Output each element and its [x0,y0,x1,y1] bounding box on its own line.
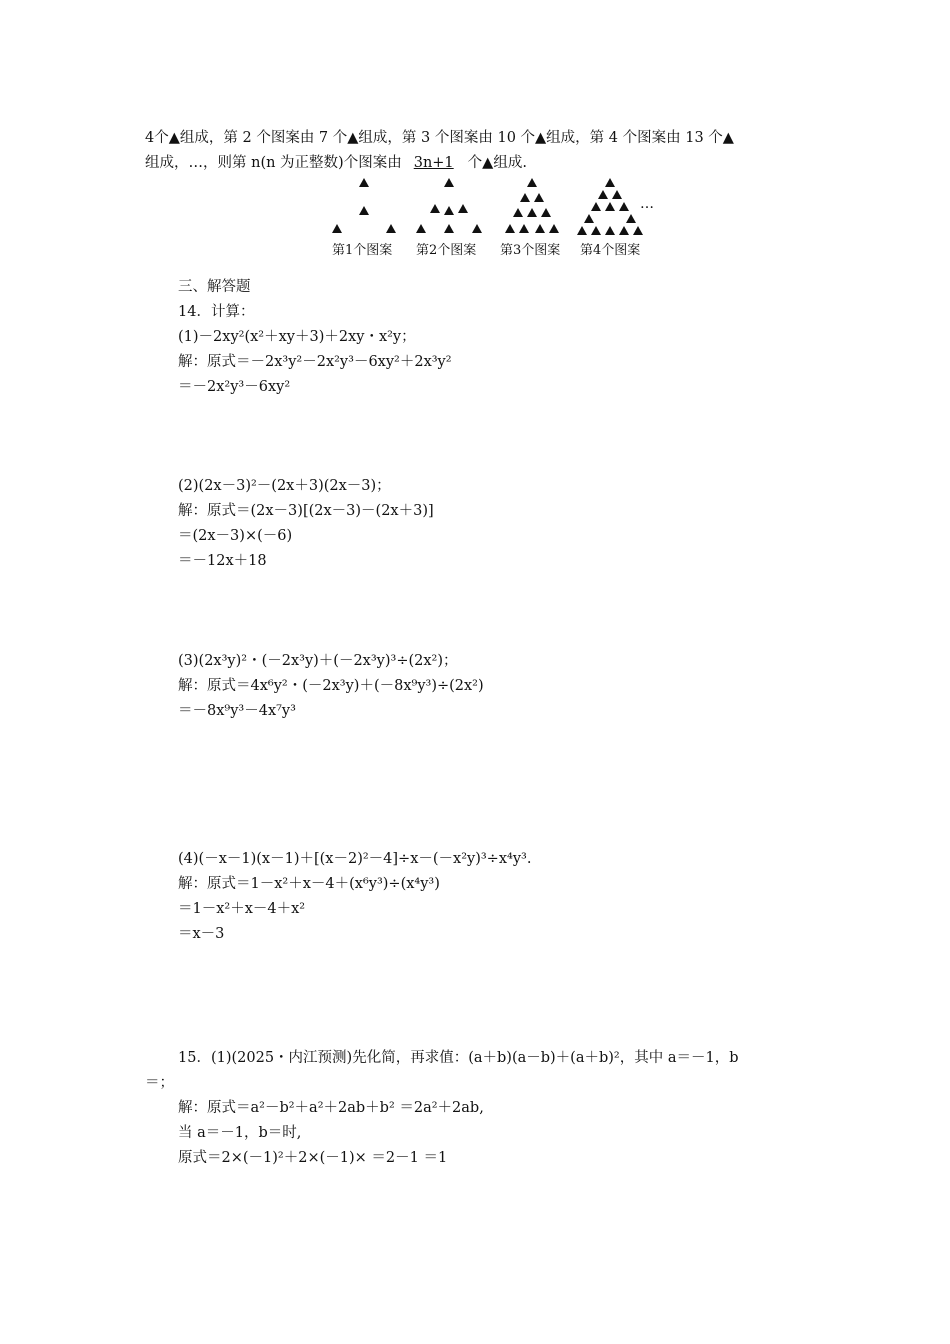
q14-1-solution-2: ＝－2x²y³－6xy² [178,379,291,395]
figure-caption-1: 第1个图案 [332,243,393,258]
triangle-icon [549,224,559,233]
triangle-icon [534,193,544,202]
q14-1-solution-1: 解：原式＝－2x³y²－2x²y³－6xy²＋2x³y² [178,354,452,370]
q14-4-problem: (4)(－x－1)(x－1)＋[(x－2)²－4]÷x－(－x²y)³÷x⁴y³. [178,851,532,867]
q14-3-problem: (3)(2x³y)²・(－2x³y)＋(－2x³y)³÷(2x²)； [178,653,458,669]
triangle-icon [541,208,551,217]
q14-2-solution-2: ＝(2x－3)×(－6) [178,528,293,544]
q15-solution-1: 解：原式＝a²－b²＋a²＋2ab＋b² ＝2a²＋2ab, [178,1100,484,1116]
triangle-icon [359,178,369,187]
q14-4-solution-2: ＝1－x²＋x－4＋x² [178,901,306,917]
triangle-icon [444,178,454,187]
figure-ellipsis: … [640,196,654,212]
triangle-icon [619,226,629,235]
triangle-icon [626,214,636,223]
q14-2-solution-3: ＝－12x＋18 [178,553,267,569]
triangle-icon [612,190,622,199]
figure-caption-3: 第3个图案 [500,243,561,258]
intro-line-2-prefix: 组成，…，则第 n(n 为正整数)个图案由 [145,155,402,171]
triangle-icon [332,224,342,233]
triangle-icon [386,224,396,233]
triangle-icon [458,204,468,213]
triangle-icon [591,202,601,211]
q15-line-2: ＝； [145,1075,174,1091]
q14-2-problem: (2)(2x－3)²－(2x＋3)(2x－3)； [178,478,391,494]
q15-line-1: 15．(1)(2025・内江预测)先化简，再求值：(a＋b)(a－b)＋(a＋b)²，其中 a＝－1，b [178,1050,739,1066]
q15-solution-2: 当 a＝－1，b＝时, [178,1125,302,1141]
question-14-title: 14．计算： [178,304,255,320]
triangle-icon [619,202,629,211]
intro-line-1: 4个▲组成，第 2 个图案由 7 个▲组成，第 3 个图案由 10 个▲组成，第 4 个图案由 13 个▲ [145,130,734,146]
triangle-icon [513,208,523,217]
triangle-icon [605,226,615,235]
answer-blank: 3n+1 [413,155,454,171]
triangle-icon [584,214,594,223]
triangle-icon [416,224,426,233]
triangle-icon [577,226,587,235]
q15-solution-3: 原式＝2×(－1)²＋2×(－1)× ＝2－1 ＝1 [178,1150,448,1166]
q14-3-solution-1: 解：原式＝4x⁶y²・(－2x³y)＋(－8x⁹y³)÷(2x²) [178,678,484,694]
triangle-icon [598,190,608,199]
figure-caption-2: 第2个图案 [416,243,477,258]
triangle-icon [519,224,529,233]
triangle-icon [359,206,369,215]
intro-line-2-suffix: 个▲组成. [467,155,527,171]
triangle-icon [605,202,615,211]
triangle-icon [527,208,537,217]
q14-1-problem: (1)－2xy²(x²＋xy＋3)＋2xy・x²y； [178,329,416,345]
triangle-icon [527,178,537,187]
section-heading: 三、解答题 [178,279,251,295]
q14-4-solution-3: ＝x－3 [178,926,225,942]
triangle-icon [591,226,601,235]
triangle-icon [444,206,454,215]
triangle-icon [430,204,440,213]
intro-line-2 [145,153,527,173]
triangle-icon [605,178,615,187]
q14-2-solution-1: 解：原式＝(2x－3)[(2x－3)－(2x＋3)] [178,503,434,519]
triangle-icon [520,193,530,202]
triangle-icon [472,224,482,233]
triangle-icon [444,224,454,233]
q14-3-solution-2: ＝－8x⁹y³－4x⁷y³ [178,703,296,719]
triangle-icon [505,224,515,233]
figure-caption-4: 第4个图案 [580,243,641,258]
triangle-icon [535,224,545,233]
triangle-icon [633,226,643,235]
q14-4-solution-1: 解：原式＝1－x²＋x－4＋(x⁶y³)÷(x⁴y³) [178,876,440,892]
